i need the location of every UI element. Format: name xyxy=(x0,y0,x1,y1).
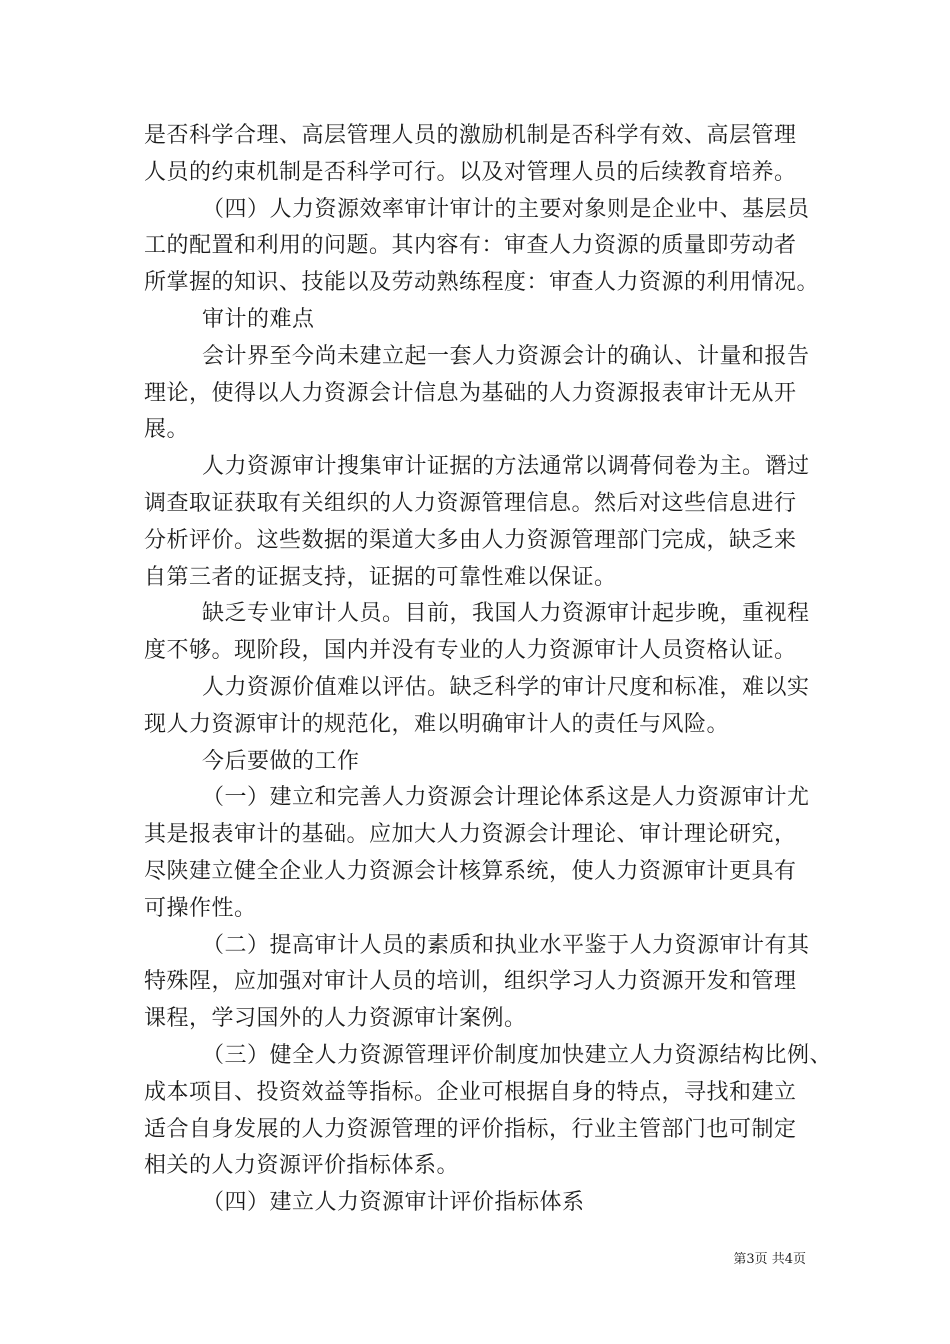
text-line: 缺乏专业审计人员。目前，我国人力资源审计起步晚，重视程 xyxy=(202,601,810,627)
text-line: （四）人力资源效率审计审计的主要对象则是企业中、基层员 xyxy=(202,196,810,222)
text-line: 尽陕建立健全企业人力资源会计核算系统，使人力资源审计更具有 xyxy=(144,858,797,884)
text-line: 调查取证获取有关组织的人力资源管理信息。然后对这些信息进行 xyxy=(144,490,797,516)
text-line: 展。 xyxy=(144,417,190,443)
text-line: 可操作性。 xyxy=(144,895,257,921)
text-line: 相关的人力资源评价指标体系。 xyxy=(144,1153,460,1179)
text-line: 人力资源审计搜集审计证据的方法通常以调蓇伺卷为主。谮过 xyxy=(202,454,810,480)
page-number: 第3页 共4页 xyxy=(733,1252,806,1267)
text-line: 审计的难点 xyxy=(202,306,315,332)
text-line: 理论，使得以人力资源会计信息为基础的人力资源报表审计无从开 xyxy=(144,380,797,406)
text-line: 现人力资源审计的规范化，难以明确审计人的责任与风险。 xyxy=(144,711,730,737)
text-line: 今后要做的工作 xyxy=(202,748,360,774)
text-line: 课程，学习国外的人力资源审计案例。 xyxy=(144,1006,527,1032)
text-line: 人力资源价值难以评估。缺乏科学的审计尺度和标准，难以实 xyxy=(202,674,810,700)
text-line: 适合自身发展的人力资源管理的评价指标，行业主管部门也可制定 xyxy=(144,1116,797,1142)
text-line: 工的配置和利用的问题。其内容有：审查人力资源的质量即劳动者 xyxy=(144,233,797,259)
text-line: （二）提高审计人员的素质和执业水平鉴于人力资源审计有其 xyxy=(202,932,810,958)
text-line: 是否科学合理、高层管理人员的激励机制是否科学有效、高层管理 xyxy=(144,123,797,148)
text-line: （四）建立人力资源审计评价指标体系 xyxy=(202,1190,585,1216)
text-line: 人员的约束机制是否科学可行。以及对管理人员的后续教育培养。 xyxy=(144,159,797,185)
text-line: 会计界至今尚未建立起一套人力资源会计的确认、计量和报告 xyxy=(202,343,810,369)
text-line: 其是报表审计的基础。应加大人力资源会计理论、审计理论研究， xyxy=(144,822,797,848)
text-line: 自第三者的证据支持，证据的可靠性难以保证。 xyxy=(144,564,617,590)
text-line: （三）健全人力资源管理评价制度加快建立人力资源结构比例、 xyxy=(202,1042,833,1068)
text-line: 分析评价。这些数据的渠道大多由人力资源管理部门完成，缺乏来 xyxy=(144,527,797,553)
text-line: 度不够。现阶段，国内并没有专业的人力资源审计人员资格认证。 xyxy=(144,638,797,664)
text-line: 所掌握的知识、技能以及劳动熟练程度：审查人力资源的利用情况。 xyxy=(144,270,820,296)
body-text xyxy=(144,118,833,1222)
text-line: 成本项目、投资效益等指标。企业可根据自身的特点，寻找和建立 xyxy=(144,1079,797,1105)
text-line: （一）建立和完善人力资源会计理论体系这是人力资源审计尤 xyxy=(202,785,810,811)
text-line: 特殊陧，应加强对审计人员的培训，组织学习人力资源开发和管理 xyxy=(144,969,797,995)
